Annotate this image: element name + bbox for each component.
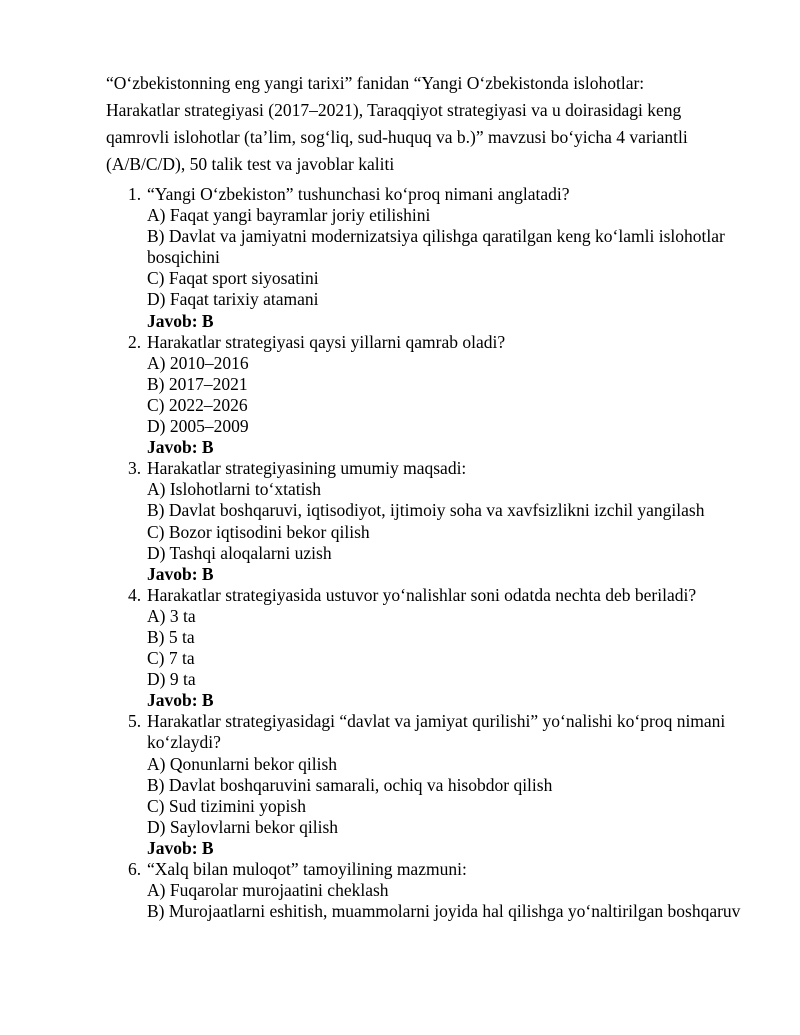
question-number: 4.: [128, 584, 142, 605]
option-line: D) Saylovlarni bekor qilish: [147, 816, 339, 837]
document-title-paragraph: “O‘zbekistonning eng yangi tarixi” fanidan “Yangi O‘zbekistonda islohotlar: Harakatlar strategiyasi (2017–2021), Taraqqiyot strategiyasi va u doirasidagi keng qamrovli islohotlar (ta’lim, sog‘liq, sud-huquq va b.)” mavzusi bo‘yicha 4 variantli (A/B/C/D), 50 talik test va javoblar kaliti: [106, 73, 688, 174]
question-options: [147, 606, 753, 711]
option-line: C) 2022–2026: [147, 394, 248, 415]
answer-line: Javob: B: [147, 563, 214, 584]
question-number: 1.: [128, 184, 142, 204]
option-line: A) Islohotlarni to‘xtatish: [147, 479, 322, 500]
question-number: 2.: [128, 331, 142, 352]
option-line: A) 2010–2016: [147, 352, 249, 373]
question-options: [147, 205, 753, 332]
question-text: Harakatlar strategiyasining umumiy maqsadi:: [147, 458, 467, 479]
question-text: Harakatlar strategiyasidagi “davlat va jamiyat qurilishi” yo‘nalishi ko‘proq nimani ko‘zlaydi?: [147, 711, 726, 753]
question-options: [147, 754, 753, 859]
answer-line: Javob: B: [147, 310, 214, 331]
option-line: B) 5 ta: [147, 626, 195, 647]
option-line: D) Faqat tarixiy atamani: [147, 289, 319, 310]
question-item: [106, 859, 753, 922]
option-line: B) Murojaatlarni eshitish, muammolarni joyida hal qilishga yo‘naltirilgan boshqaruv: [147, 901, 741, 922]
question-text: “Xalq bilan muloqot” tamoyilining mazmuni:: [147, 859, 467, 879]
answer-line: Javob: B: [147, 437, 214, 458]
question-text: Harakatlar strategiyasida ustuvor yo‘nalishlar soni odatda nechta deb beriladi?: [147, 584, 697, 605]
option-line: A) Qonunlarni bekor qilish: [147, 753, 338, 774]
answer-line: Javob: B: [147, 690, 214, 711]
question-item: [106, 458, 753, 585]
answer-line: Javob: B: [147, 837, 214, 858]
question-item: [106, 332, 753, 459]
question-item: [106, 184, 753, 332]
option-line: C) Bozor iqtisodini bekor qilish: [147, 521, 370, 542]
question-text: Harakatlar strategiyasi qaysi yillarni qamrab oladi?: [147, 331, 506, 352]
option-line: A) 3 ta: [147, 605, 196, 626]
option-line: B) Davlat va jamiyatni modernizatsiya qilishga qaratilgan keng ko‘lamli islohotlar bosqichini: [147, 226, 725, 268]
option-line: A) Faqat yangi bayramlar joriy etilishini: [147, 205, 431, 226]
option-line: D) Tashqi aloqalarni uzish: [147, 542, 332, 563]
question-options: [147, 353, 753, 458]
option-line: A) Fuqarolar murojaatini cheklash: [147, 880, 389, 901]
option-line: D) 9 ta: [147, 669, 196, 690]
question-list: [106, 184, 800, 922]
question-number: 6.: [128, 859, 142, 879]
question-item: [106, 585, 753, 712]
question-item: [106, 711, 753, 859]
option-line: C) Sud tizimini yopish: [147, 795, 306, 816]
question-number: 3.: [128, 458, 142, 479]
option-line: B) Davlat boshqaruvini samarali, ochiq va hisobdor qilish: [147, 774, 553, 795]
option-line: B) Davlat boshqaruvi, iqtisodiyot, ijtimoiy soha va xavfsizlikni izchil yangilash: [147, 500, 705, 521]
option-line: C) Faqat sport siyosatini: [147, 268, 319, 289]
question-options: [147, 880, 753, 922]
question-options: [147, 479, 753, 584]
question-number: 5.: [128, 711, 142, 732]
option-line: D) 2005–2009: [147, 416, 249, 437]
option-line: C) 7 ta: [147, 648, 195, 669]
option-line: B) 2017–2021: [147, 373, 248, 394]
question-text: “Yangi O‘zbekiston” tushunchasi ko‘proq nimani anglatadi?: [147, 184, 570, 204]
